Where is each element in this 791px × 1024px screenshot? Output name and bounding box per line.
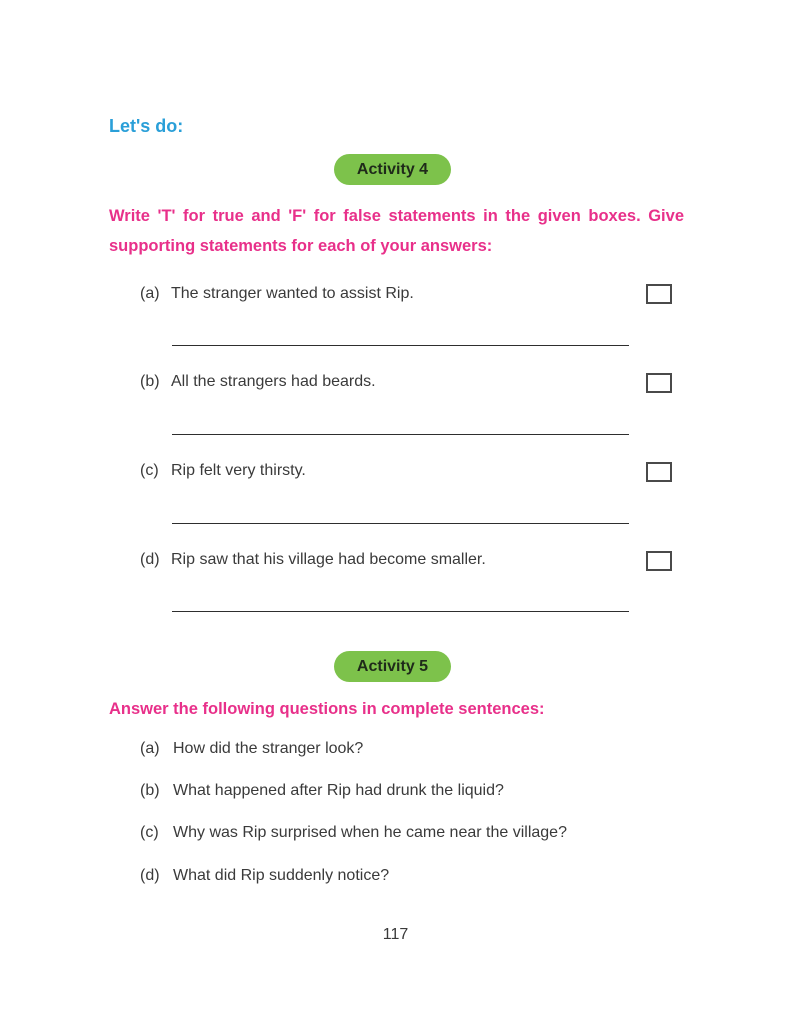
question-b <box>140 782 504 800</box>
question-text: What happened after Rip had drunk the liquid? <box>173 782 504 799</box>
activity-4-badge: Activity 4 <box>334 154 451 185</box>
question-label: (c) <box>140 824 159 841</box>
question-text: What did Rip suddenly notice? <box>173 867 390 884</box>
statement-label: (d) <box>140 551 160 568</box>
question-label: (a) <box>140 740 160 757</box>
question-a <box>140 740 363 758</box>
statement-a <box>140 285 414 303</box>
statement-c <box>140 462 306 480</box>
true-false-box-b[interactable] <box>646 373 672 393</box>
statement-text: All the strangers had beards. <box>171 373 376 390</box>
statement-text: Rip felt very thirsty. <box>171 462 306 479</box>
answer-line-a[interactable] <box>172 345 629 346</box>
statement-d <box>140 551 486 569</box>
statement-label: (b) <box>140 373 160 390</box>
true-false-box-a[interactable] <box>646 284 672 304</box>
statement-text: The stranger wanted to assist Rip. <box>171 285 414 302</box>
statement-label: (c) <box>140 462 159 479</box>
statement-label: (a) <box>140 285 160 302</box>
answer-line-b[interactable] <box>172 434 629 435</box>
question-label: (d) <box>140 867 160 884</box>
question-c <box>140 824 567 842</box>
statement-b <box>140 373 376 391</box>
question-text: Why was Rip surprised when he came near the village? <box>173 824 567 841</box>
activity-4-instruction: Write 'T' for true and 'F' for false statements in the given boxes. Give supporting statements for each of your answers: <box>109 207 684 255</box>
true-false-box-d[interactable] <box>646 551 672 571</box>
activity-5-badge: Activity 5 <box>334 651 451 682</box>
question-label: (b) <box>140 782 160 799</box>
true-false-box-c[interactable] <box>646 462 672 482</box>
section-heading: Let's do: <box>109 116 184 136</box>
page-number: 117 <box>382 926 409 943</box>
statement-text: Rip saw that his village had become smaller. <box>171 551 486 568</box>
question-text: How did the stranger look? <box>173 740 364 757</box>
answer-line-d[interactable] <box>172 611 629 612</box>
activity-5-instruction: Answer the following questions in complete sentences: <box>109 700 545 718</box>
question-d <box>140 867 389 885</box>
answer-line-c[interactable] <box>172 523 629 524</box>
